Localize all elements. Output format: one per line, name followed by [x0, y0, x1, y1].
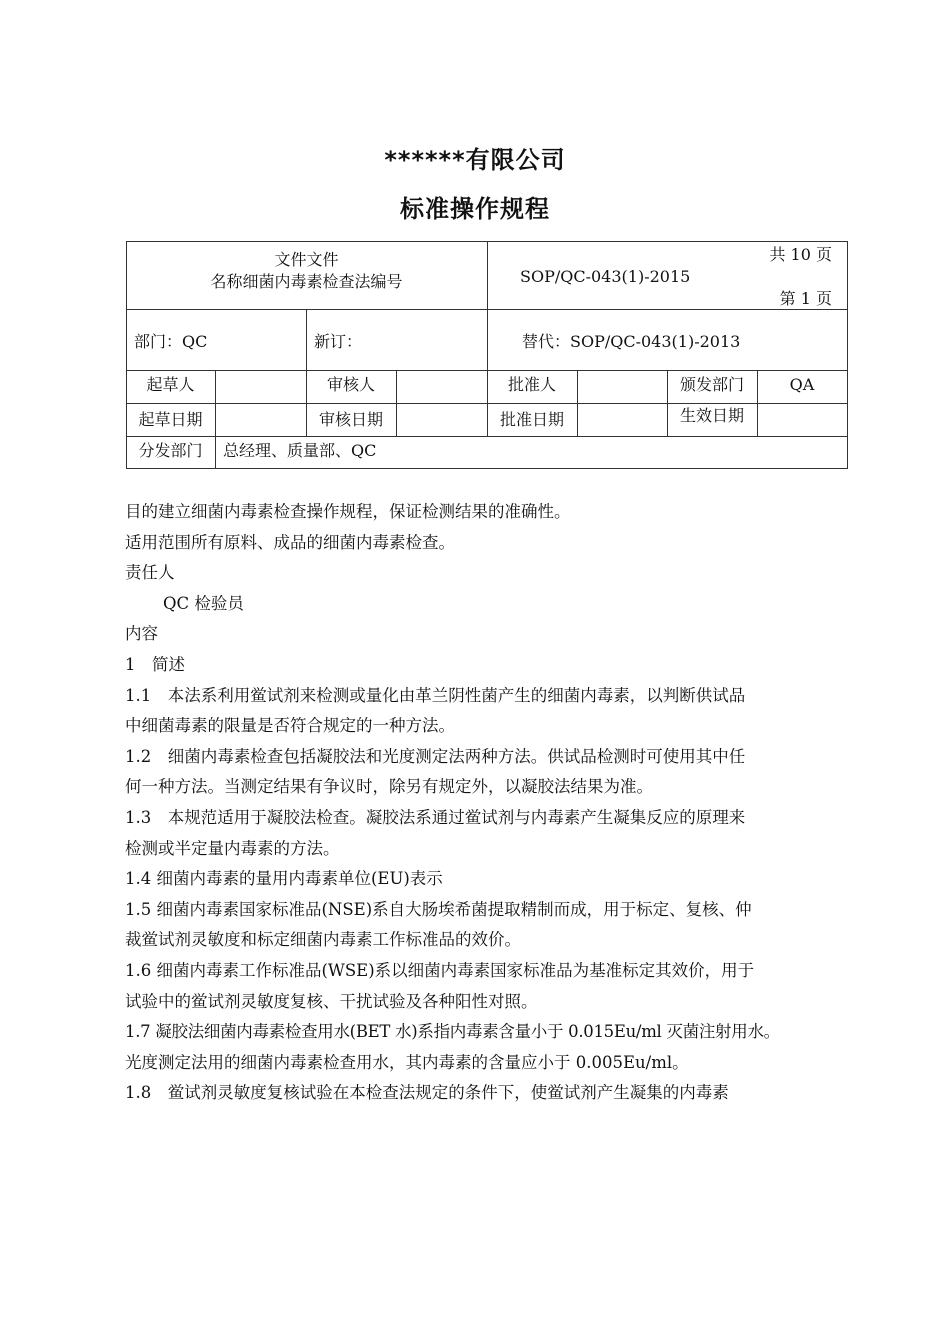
body-line: 何一种方法。当测定结果有争议时，除另有规定外，以凝胶法结果为准。: [125, 777, 653, 797]
body-line: 内容: [125, 624, 158, 644]
approve-date-label: 批准日期: [499, 410, 564, 429]
body-line: 检测或半定量内毒素的方法。: [125, 838, 340, 858]
doc-number: SOP/QC-043(1)-2015: [520, 267, 691, 286]
body-line: 1.2 细菌内毒素检查包括凝胶法和光度测定法两种方法。供试品检测时可使用其中任: [125, 746, 746, 766]
department: 部门：QC: [134, 332, 208, 351]
approver-label: 批准人: [507, 375, 556, 394]
body-line: 试验中的鲎试剂灵敏度复核、干扰试验及各种阳性对照。: [125, 991, 538, 1011]
body-line: 中细菌毒素的限量是否符合规定的一种方法。: [125, 716, 455, 736]
table-line: [847, 241, 848, 469]
body-line: 1.6 细菌内毒素工作标准品(WSE)系以细菌内毒素国家标准品为基准标定其效价，用于: [125, 960, 755, 980]
table-line: [126, 468, 848, 469]
doc-label-line1: 文件文件: [274, 250, 339, 269]
document-type-title: 标准操作规程: [400, 195, 550, 223]
body-line: 1.8 鲎试剂灵敏度复核试验在本检查法规定的条件下，使鲎试剂产生凝集的内毒素: [125, 1083, 729, 1103]
total-pages: 共 10 页: [769, 245, 832, 264]
distribution-value: 总经理、质量部、QC: [223, 441, 377, 460]
review-date-label: 审核日期: [318, 410, 383, 429]
body-line: 1 简述: [125, 654, 185, 674]
table-line: [126, 436, 848, 437]
table-line: [577, 370, 578, 436]
body-line: 1.4 细菌内毒素的量用内毒素单位(EU)表示: [125, 869, 443, 889]
body-line: 1.1 本法系利用鲎试剂来检测或量化由革兰阴性菌产生的细菌内毒素，以判断供试品: [125, 685, 746, 705]
body-line: 光度测定法用的细菌内毒素检查用水，其内毒素的含量应小于 0.005Eu/ml。: [125, 1052, 689, 1072]
body-line: QC 检验员: [163, 593, 244, 613]
draft-date-label: 起草日期: [138, 410, 203, 429]
body-line: 1.5 细菌内毒素国家标准品(NSE)系自大肠埃希菌提取精制而成，用于标定、复核、仲: [125, 899, 752, 919]
doc-label-line2: 名称细菌内毒素检查法编号: [210, 272, 403, 291]
company-name: ******有限公司: [384, 146, 566, 174]
document-header-table: [126, 241, 848, 469]
drafter-label: 起草人: [146, 375, 195, 394]
body-line: 1.7 凝胶法细菌内毒素检查用水(BET 水)系指内毒素含量小于 0.015Eu/ml 灭菌注射用水。: [125, 1022, 780, 1042]
effective-date-label: 生效日期: [679, 406, 744, 425]
replaces: 替代：SOP/QC-043(1)-2013: [522, 332, 741, 351]
body-line: 裁鲎试剂灵敏度和标定细菌内毒素工作标准品的效价。: [125, 930, 521, 950]
table-line: [487, 241, 488, 436]
page-number: 第 1 页: [779, 289, 832, 308]
distribution-label: 分发部门: [138, 441, 203, 460]
table-line: [396, 370, 397, 436]
body-line: 目的建立细菌内毒素检查操作规程，保证检测结果的准确性。: [125, 502, 571, 521]
body-line: 适用范围所有原料、成品的细菌内毒素检查。: [125, 532, 455, 552]
issuer-label: 颁发部门: [679, 375, 744, 394]
issuer-value: QA: [789, 375, 815, 394]
reviewer-label: 审核人: [326, 375, 375, 394]
table-line: [215, 370, 216, 469]
revision: 新订：: [314, 332, 363, 351]
document-body: [125, 497, 870, 1109]
body-line: 责任人: [125, 563, 175, 583]
body-line: 1.3 本规范适用于凝胶法检查。凝胶法系通过鲎试剂与内毒素产生凝集反应的原理来: [125, 807, 746, 827]
